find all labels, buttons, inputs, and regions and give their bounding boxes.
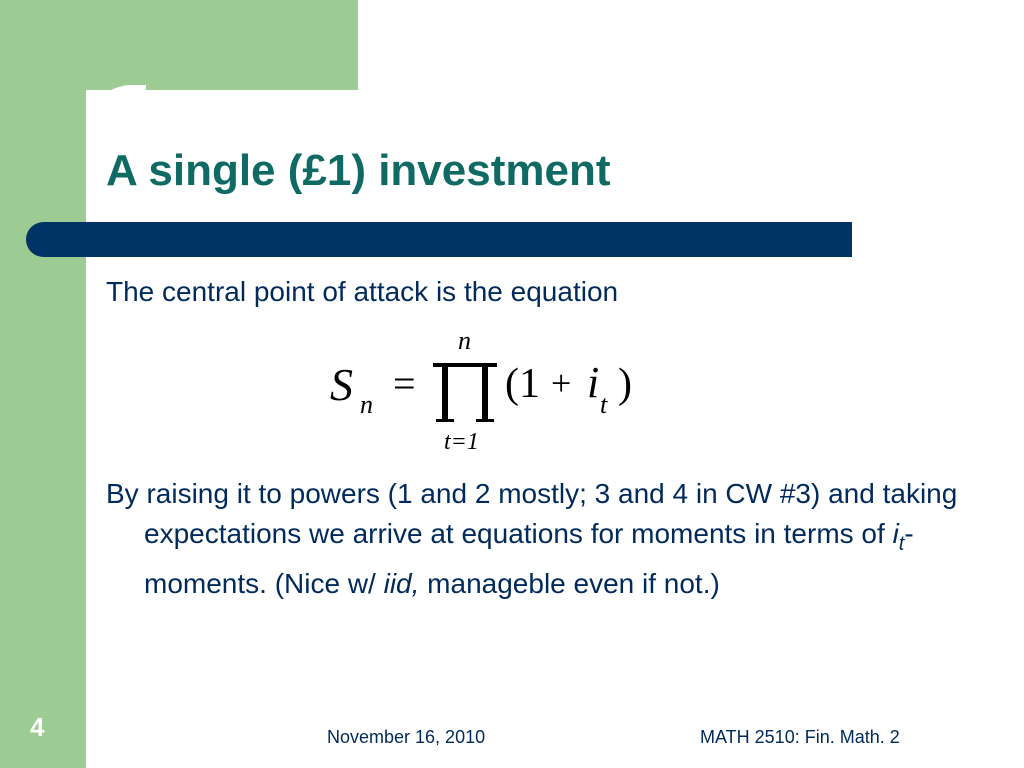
slide-title: A single (£1) investment bbox=[106, 146, 611, 195]
body-text-part2: -moments. (Nice w/ bbox=[144, 518, 914, 599]
body-iid: iid, bbox=[383, 567, 420, 599]
slide-number: 4 bbox=[30, 712, 45, 742]
body-paragraph bbox=[106, 474, 974, 604]
equation-term-subscript: t bbox=[600, 390, 608, 419]
body-var: i bbox=[892, 518, 899, 549]
body-text-part1: By raising it to powers (1 and 2 mostly; 3 and 4 in CW #3) and taking expectations we arrive at equations for moments in terms of bbox=[106, 478, 958, 549]
equation-equals: = bbox=[393, 361, 416, 406]
equation-plus: + bbox=[551, 363, 572, 403]
product-symbol-icon bbox=[433, 363, 497, 422]
intro-text: The central point of attack is the equation bbox=[106, 276, 619, 307]
equation-open-paren: (1 bbox=[505, 361, 540, 407]
title-underline-bar bbox=[26, 222, 852, 257]
decorative-rounded-corner bbox=[86, 85, 146, 145]
product-lower-limit: t=1 bbox=[444, 429, 479, 455]
body-var-subscript: t bbox=[898, 532, 905, 555]
decorative-green-sidebar bbox=[0, 0, 86, 768]
product-upper-limit: n bbox=[458, 326, 471, 355]
equation-close-paren: ) bbox=[618, 361, 632, 407]
body-text-part3: manageble even if not.) bbox=[419, 567, 720, 599]
product-equation bbox=[325, 325, 645, 455]
footer-date: November 16, 2010 bbox=[327, 727, 486, 747]
equation-lhs-subscript: n bbox=[360, 390, 373, 419]
footer-course: MATH 2510: Fin. Math. 2 bbox=[700, 727, 900, 747]
equation-term: i bbox=[587, 358, 600, 407]
equation-lhs-symbol: S bbox=[330, 359, 353, 410]
